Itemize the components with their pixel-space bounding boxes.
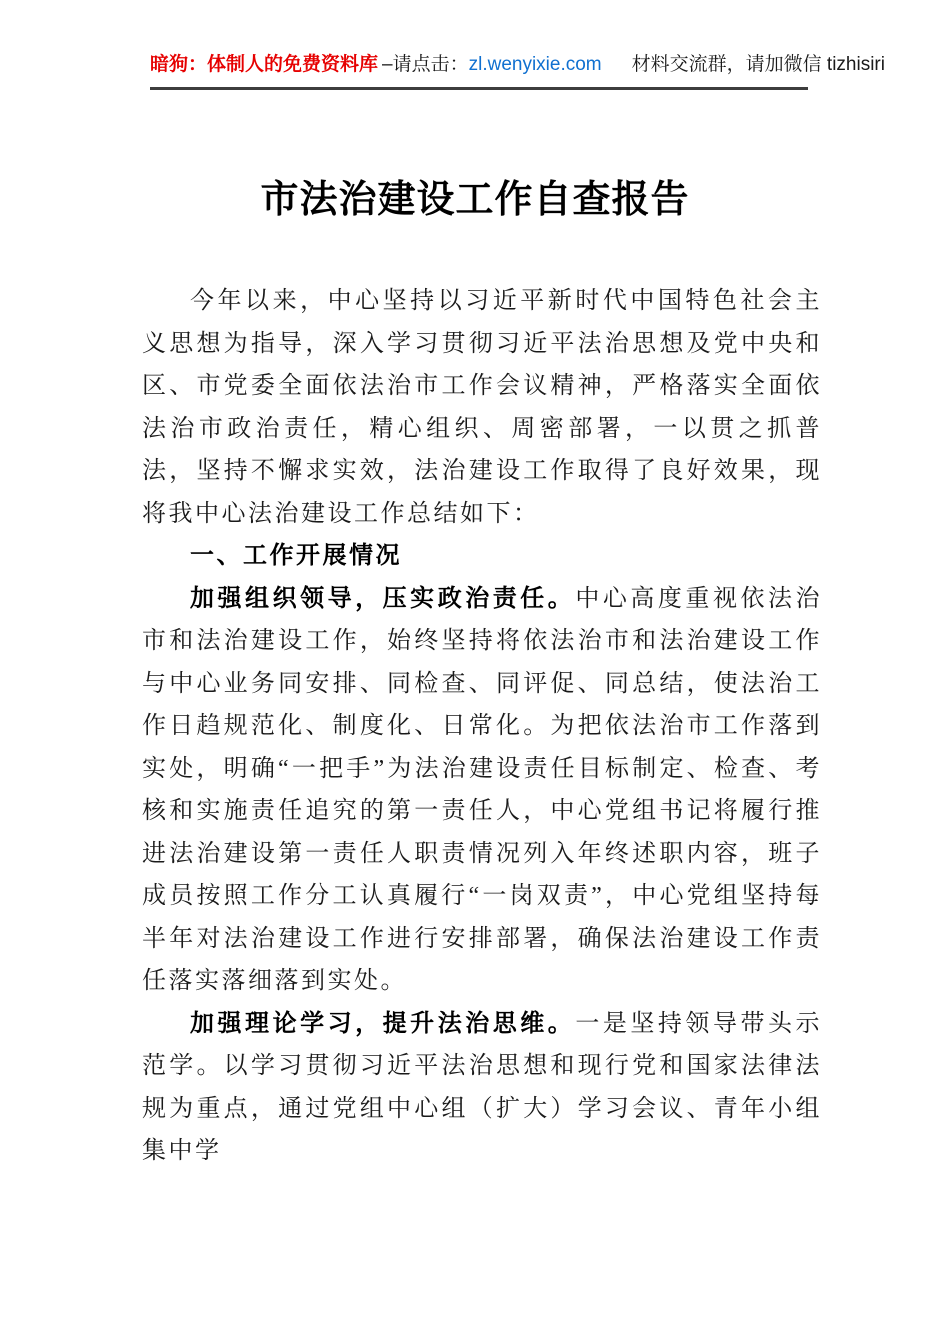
section-heading-1: 一、工作开展情况 xyxy=(190,542,402,569)
paragraph-2 xyxy=(142,1003,822,1173)
paragraph-1-lead: 加强组织领导，压实政治责任。 xyxy=(190,584,576,612)
promo-link[interactable]: zl.wenyixie.com xyxy=(468,54,602,75)
document-body xyxy=(142,280,822,1173)
promo-click-label: –请点击： xyxy=(382,54,469,75)
document-title: 市法治建设工作自查报告 xyxy=(260,179,690,221)
paragraph-intro: 今年以来，中心坚持以习近平新时代中国特色社会主义思想为指导，深入学习贯彻习近平法治思想及党中央和区、市党委全面依法治市工作会议精神，严格落实全面依法治市政治责任，精心组织、周密部署，一以贯之抓普法，坚持不懈求实效，法治建设工作取得了良好效果，现将我中心法治建设工作总结如下： xyxy=(142,288,822,527)
paragraph-2-text: 一是坚持领导带头示范学。以学习贯彻习近平法治思想和现行党和国家法律法规为重点，通过党组中心组（扩大）学习会议、青年小组集中学 xyxy=(142,1010,823,1164)
paragraph-2-lead: 加强理论学习，提升法治思维。 xyxy=(190,1009,576,1037)
promo-group-info: 材料交流群，请加微信 tizhisiri xyxy=(631,54,885,75)
promo-site-name: 暗狗：体制人的免费资料库 xyxy=(150,54,379,75)
promo-banner xyxy=(150,52,885,90)
paragraph-1-text: 中心高度重视依法治市和法治建设工作，始终坚持将依法治市和法治建设工作与中心业务同安排、同检查、同评促、同总结，使法治工作日趋规范化、制度化、日常化。为把依法治市工作落到实处，明确“一把手”为法治建设责任目标制定、检查、考核和实施责任追究的第一责任人，中心党组书记将履行推进法治建设第一责任人职责情况列入年终述职内容，班子成员按照工作分工认真履行“一岗双责”，中心党组坚持每半年对法治建设工作进行安排部署，确保法治建设工作责任落实落细落到实处。 xyxy=(142,585,823,994)
paragraph-1 xyxy=(142,578,822,1003)
